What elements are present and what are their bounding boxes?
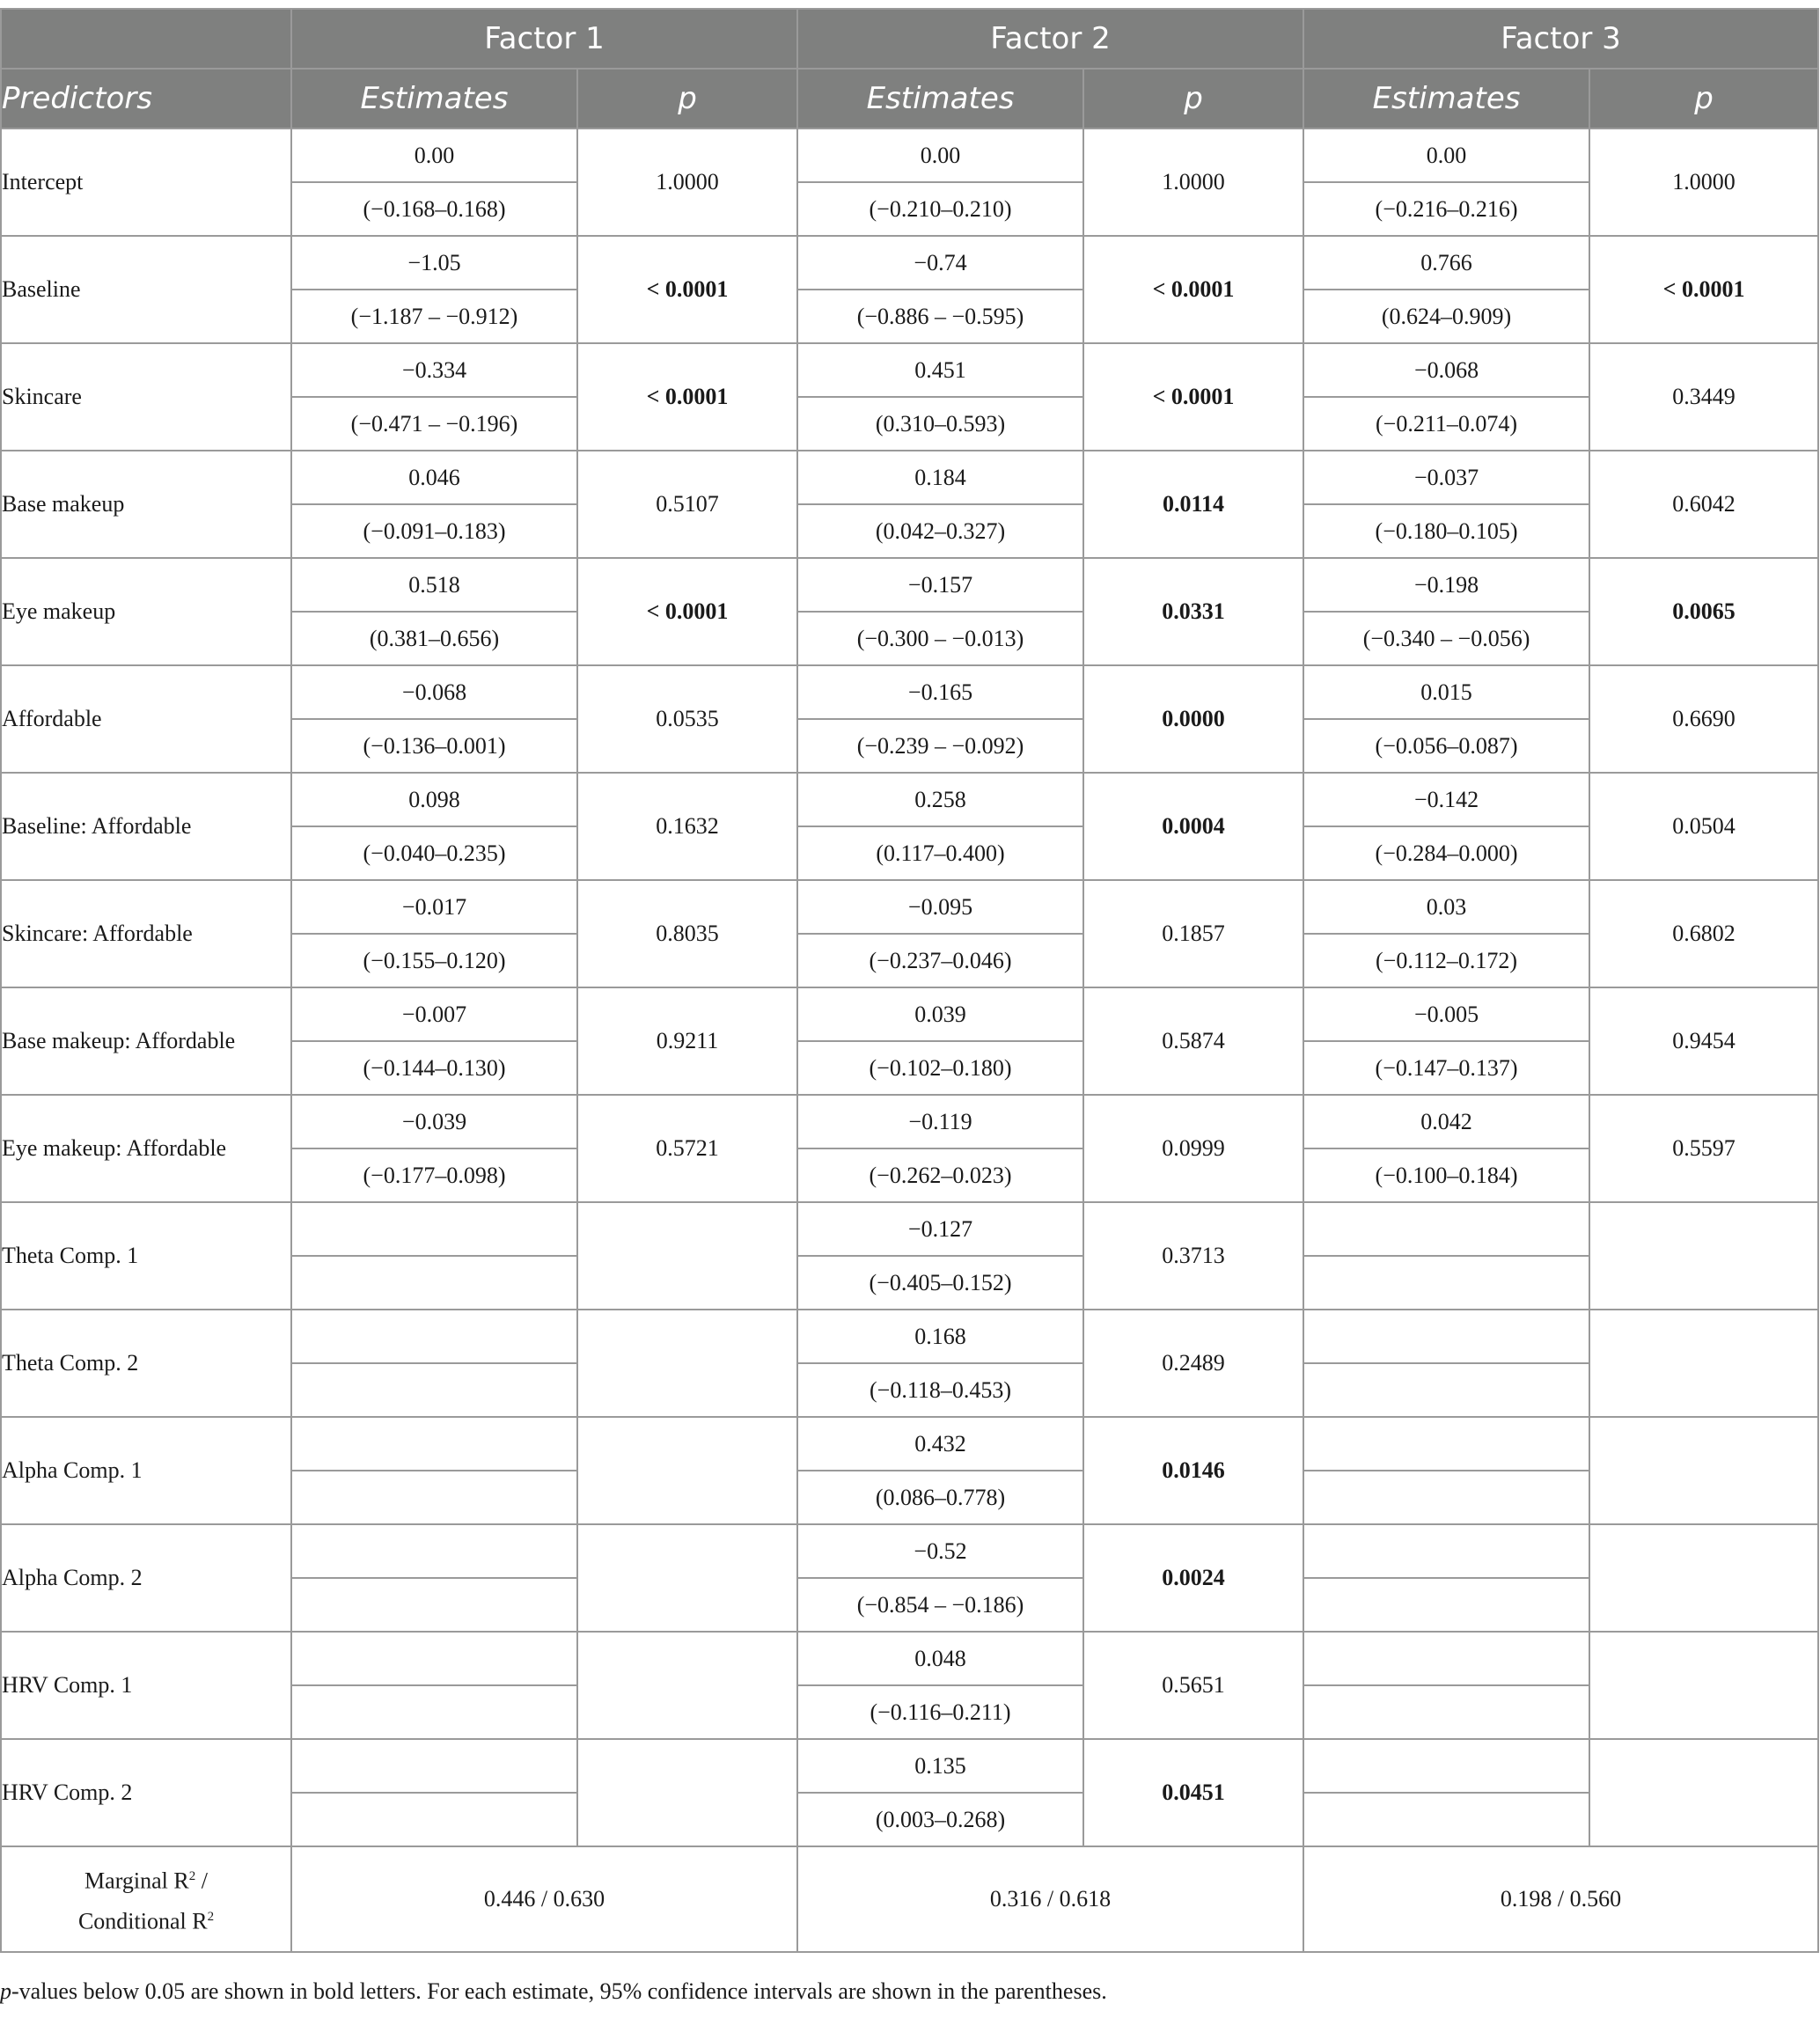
factor-3-ci: (−0.180–0.105): [1303, 504, 1589, 558]
factor-3-ci: (−0.340 – −0.056): [1303, 612, 1589, 665]
factor-2-p-value: < 0.0001: [1083, 343, 1303, 451]
factor-2-ci: (−0.854 – −0.186): [797, 1578, 1083, 1632]
factor-1-ci: (−0.471 – −0.196): [291, 397, 577, 451]
factor-2-estimate: −0.165: [797, 665, 1083, 719]
factor-3-estimate: −0.068: [1303, 343, 1589, 397]
predictor-label: HRV Comp. 2: [1, 1739, 291, 1846]
factor-3-empty-ci: [1303, 1793, 1589, 1846]
factor-2-ci: (−0.102–0.180): [797, 1041, 1083, 1095]
factor-3-ci: (−0.112–0.172): [1303, 934, 1589, 987]
factor-3-p-value: 1.0000: [1589, 128, 1818, 236]
table-row: [1, 1202, 1818, 1256]
factor-2-p-value: 0.5651: [1083, 1632, 1303, 1739]
predictor-label: Base makeup: [1, 451, 291, 558]
factor-1-estimate: −1.05: [291, 236, 577, 290]
factor-1-ci: (−0.155–0.120): [291, 934, 577, 987]
factor-3-estimate: −0.005: [1303, 987, 1589, 1041]
factor-1-empty-ci: [291, 1685, 577, 1739]
factor-3-empty-p: [1589, 1739, 1818, 1846]
factor-3-p-value: < 0.0001: [1589, 236, 1818, 343]
table-row: [1, 451, 1818, 504]
factor-2-ci: (−0.300 – −0.013): [797, 612, 1083, 665]
factor-3-empty-estimate: [1303, 1310, 1589, 1363]
factor-1-p-value: 0.1632: [577, 773, 797, 880]
factor-2-ci: (−0.886 – −0.595): [797, 290, 1083, 343]
factor-1-ci: (0.381–0.656): [291, 612, 577, 665]
factor-2-ci: (−0.262–0.023): [797, 1148, 1083, 1202]
factor-3-empty-p: [1589, 1632, 1818, 1739]
factor-3-estimate: −0.142: [1303, 773, 1589, 826]
r2-conditional-label: Conditional R: [77, 1908, 208, 1934]
table-footnote: [0, 1978, 1813, 2005]
predictor-label: Eye makeup: [1, 558, 291, 665]
factor-3-p-value: 0.6690: [1589, 665, 1818, 773]
predictor-label: Alpha Comp. 1: [1, 1417, 291, 1524]
factor-2-estimate: 0.432: [797, 1417, 1083, 1471]
factor-3-ci: (−0.211–0.074): [1303, 397, 1589, 451]
factor-2-p-value: 0.0451: [1083, 1739, 1303, 1846]
p-header: p: [577, 69, 797, 128]
predictor-label: Base makeup: Affordable: [1, 987, 291, 1095]
header-blank-cell: [1, 9, 291, 69]
factor-1-p-value: < 0.0001: [577, 343, 797, 451]
table-row: [1, 128, 1818, 182]
predictors-header: Predictors: [1, 69, 291, 128]
factor-1-empty-p: [577, 1417, 797, 1524]
table-row: [1, 558, 1818, 612]
factor-2-estimate: −0.095: [797, 880, 1083, 934]
factor-2-ci: (−0.210–0.210): [797, 182, 1083, 236]
r2-marginal-label: Marginal R: [84, 1868, 189, 1894]
table-row: [1, 773, 1818, 826]
predictor-label: Affordable: [1, 665, 291, 773]
factor-2-p-value: 0.0999: [1083, 1095, 1303, 1202]
factor-2-ci: (−0.239 – −0.092): [797, 719, 1083, 773]
factor-3-estimate: 0.00: [1303, 128, 1589, 182]
factor-2-estimate: 0.039: [797, 987, 1083, 1041]
factor-1-empty-ci: [291, 1471, 577, 1524]
column-header-row: [1, 69, 1818, 128]
factor-2-estimate: 0.135: [797, 1739, 1083, 1793]
factor-1-header: Factor 1: [291, 9, 797, 69]
table-row: [1, 236, 1818, 290]
factor-1-empty-estimate: [291, 1417, 577, 1471]
factor-3-empty-estimate: [1303, 1632, 1589, 1685]
factor-1-estimate: −0.017: [291, 880, 577, 934]
predictor-label: HRV Comp. 1: [1, 1632, 291, 1739]
factor-1-estimate: 0.098: [291, 773, 577, 826]
factor-1-empty-estimate: [291, 1310, 577, 1363]
factor-2-header: Factor 2: [797, 9, 1303, 69]
factor-2-estimate: −0.127: [797, 1202, 1083, 1256]
factor-3-p-value: 0.0504: [1589, 773, 1818, 880]
factor-3-empty-p: [1589, 1524, 1818, 1632]
footnote-text: -values below 0.05 are shown in bold letters. For each estimate, 95% confidence intervals are shown in the parentheses.: [11, 1978, 1107, 2004]
factor-1-estimate: 0.518: [291, 558, 577, 612]
factor-3-empty-ci: [1303, 1256, 1589, 1310]
factor-3-estimate: 0.015: [1303, 665, 1589, 719]
factor-2-estimate: 0.168: [797, 1310, 1083, 1363]
factor-1-empty-ci: [291, 1363, 577, 1417]
p-header: p: [1083, 69, 1303, 128]
factor-2-estimate: 0.451: [797, 343, 1083, 397]
estimates-header: Estimates: [1303, 69, 1589, 128]
factor-3-estimate: −0.198: [1303, 558, 1589, 612]
factor-2-ci: (−0.405–0.152): [797, 1256, 1083, 1310]
factor-2-estimate: −0.119: [797, 1095, 1083, 1148]
factor-3-ci: (−0.056–0.087): [1303, 719, 1589, 773]
factor-2-p-value: 0.3713: [1083, 1202, 1303, 1310]
predictor-label: Theta Comp. 1: [1, 1202, 291, 1310]
factor-1-ci: (−0.168–0.168): [291, 182, 577, 236]
factor-3-ci: (−0.147–0.137): [1303, 1041, 1589, 1095]
factor-1-p-value: < 0.0001: [577, 558, 797, 665]
factor-2-ci: (−0.237–0.046): [797, 934, 1083, 987]
r2-row: [1, 1846, 1818, 1952]
factor-1-p-value: 0.0535: [577, 665, 797, 773]
predictor-label: Baseline: Affordable: [1, 773, 291, 880]
factor-header-row: [1, 9, 1818, 69]
predictor-label: Skincare: Affordable: [1, 880, 291, 987]
factor-3-empty-ci: [1303, 1685, 1589, 1739]
factor-2-p-value: < 0.0001: [1083, 236, 1303, 343]
factor-1-estimate: 0.00: [291, 128, 577, 182]
factor-3-ci: (0.624–0.909): [1303, 290, 1589, 343]
factor-1-estimate: −0.039: [291, 1095, 577, 1148]
factor-3-empty-ci: [1303, 1363, 1589, 1417]
factor-3-estimate: 0.766: [1303, 236, 1589, 290]
factor-1-ci: (−0.144–0.130): [291, 1041, 577, 1095]
factor-2-estimate: 0.184: [797, 451, 1083, 504]
factor-1-p-value: < 0.0001: [577, 236, 797, 343]
factor-3-estimate: 0.042: [1303, 1095, 1589, 1148]
factor-3-ci: (−0.216–0.216): [1303, 182, 1589, 236]
regression-table: [0, 8, 1819, 1953]
factor-3-p-value: 0.3449: [1589, 343, 1818, 451]
factor-3-estimate: −0.037: [1303, 451, 1589, 504]
factor-2-p-value: 0.2489: [1083, 1310, 1303, 1417]
r2-label: [1, 1846, 291, 1952]
predictor-label: Alpha Comp. 2: [1, 1524, 291, 1632]
table-row: [1, 880, 1818, 934]
factor-3-ci: (−0.284–0.000): [1303, 826, 1589, 880]
factor-2-estimate: −0.52: [797, 1524, 1083, 1578]
factor-2-p-value: 0.0114: [1083, 451, 1303, 558]
factor-1-ci: (−0.136–0.001): [291, 719, 577, 773]
table-row: [1, 1417, 1818, 1471]
predictor-label: Intercept: [1, 128, 291, 236]
factor-2-ci: (0.086–0.778): [797, 1471, 1083, 1524]
factor-3-ci: (−0.100–0.184): [1303, 1148, 1589, 1202]
factor-1-empty-p: [577, 1632, 797, 1739]
factor-1-estimate: −0.334: [291, 343, 577, 397]
factor-1-p-value: 0.8035: [577, 880, 797, 987]
factor-2-estimate: 0.00: [797, 128, 1083, 182]
factor-1-empty-ci: [291, 1256, 577, 1310]
factor-3-header: Factor 3: [1303, 9, 1818, 69]
table-row: [1, 1310, 1818, 1363]
factor-3-empty-p: [1589, 1310, 1818, 1417]
factor-1-p-value: 0.5107: [577, 451, 797, 558]
factor-2-ci: (0.042–0.327): [797, 504, 1083, 558]
r2-sup: 2: [207, 1910, 215, 1924]
factor-2-p-value: 0.0000: [1083, 665, 1303, 773]
factor-1-empty-ci: [291, 1578, 577, 1632]
factor-3-p-value: 0.6042: [1589, 451, 1818, 558]
factor-3-p-value: 0.5597: [1589, 1095, 1818, 1202]
factor-2-p-value: 0.0024: [1083, 1524, 1303, 1632]
predictor-label: Baseline: [1, 236, 291, 343]
factor-1-estimate: −0.068: [291, 665, 577, 719]
factor-1-empty-estimate: [291, 1632, 577, 1685]
factor-1-estimate: −0.007: [291, 987, 577, 1041]
factor-1-empty-p: [577, 1524, 797, 1632]
r2-sup: 2: [188, 1869, 196, 1884]
factor-1-empty-estimate: [291, 1524, 577, 1578]
factor-1-estimate: 0.046: [291, 451, 577, 504]
factor-3-empty-p: [1589, 1417, 1818, 1524]
footnote-p: p: [0, 1978, 11, 2004]
estimates-header: Estimates: [291, 69, 577, 128]
factor-3-estimate: 0.03: [1303, 880, 1589, 934]
factor-1-p-value: 0.9211: [577, 987, 797, 1095]
factor-1-p-value: 1.0000: [577, 128, 797, 236]
table-row: [1, 1095, 1818, 1148]
factor-1-empty-p: [577, 1202, 797, 1310]
factor-2-ci: (0.310–0.593): [797, 397, 1083, 451]
factor-1-ci: (−0.091–0.183): [291, 504, 577, 558]
factor-3-p-value: 0.9454: [1589, 987, 1818, 1095]
estimates-header: Estimates: [797, 69, 1083, 128]
factor-1-ci: (−0.040–0.235): [291, 826, 577, 880]
factor-3-empty-estimate: [1303, 1524, 1589, 1578]
r2-value-factor-2: 0.316 / 0.618: [797, 1846, 1303, 1952]
factor-2-ci: (0.117–0.400): [797, 826, 1083, 880]
factor-1-empty-estimate: [291, 1739, 577, 1793]
table-row: [1, 1739, 1818, 1793]
factor-2-estimate: 0.258: [797, 773, 1083, 826]
factor-2-p-value: 0.1857: [1083, 880, 1303, 987]
r2-value-factor-3: 0.198 / 0.560: [1303, 1846, 1818, 1952]
table-row: [1, 343, 1818, 397]
table-row: [1, 1632, 1818, 1685]
r2-separator: /: [195, 1868, 208, 1894]
table-row: [1, 987, 1818, 1041]
factor-2-p-value: 0.5874: [1083, 987, 1303, 1095]
table-body: [1, 128, 1818, 1846]
factor-2-p-value: 1.0000: [1083, 128, 1303, 236]
factor-3-empty-estimate: [1303, 1739, 1589, 1793]
factor-1-ci: (−1.187 – −0.912): [291, 290, 577, 343]
r2-value-factor-1: 0.446 / 0.630: [291, 1846, 797, 1952]
table-row: [1, 665, 1818, 719]
factor-3-empty-ci: [1303, 1471, 1589, 1524]
factor-1-empty-p: [577, 1310, 797, 1417]
factor-3-empty-ci: [1303, 1578, 1589, 1632]
factor-1-ci: (−0.177–0.098): [291, 1148, 577, 1202]
factor-2-p-value: 0.0146: [1083, 1417, 1303, 1524]
factor-1-empty-ci: [291, 1793, 577, 1846]
factor-3-p-value: 0.0065: [1589, 558, 1818, 665]
factor-1-p-value: 0.5721: [577, 1095, 797, 1202]
table-row: [1, 1524, 1818, 1578]
factor-3-p-value: 0.6802: [1589, 880, 1818, 987]
factor-2-estimate: 0.048: [797, 1632, 1083, 1685]
factor-2-ci: (−0.118–0.453): [797, 1363, 1083, 1417]
factor-2-p-value: 0.0004: [1083, 773, 1303, 880]
predictor-label: Theta Comp. 2: [1, 1310, 291, 1417]
factor-2-ci: (0.003–0.268): [797, 1793, 1083, 1846]
factor-3-empty-estimate: [1303, 1202, 1589, 1256]
factor-2-p-value: 0.0331: [1083, 558, 1303, 665]
factor-3-empty-estimate: [1303, 1417, 1589, 1471]
predictor-label: Eye makeup: Affordable: [1, 1095, 291, 1202]
p-header: p: [1589, 69, 1818, 128]
factor-1-empty-estimate: [291, 1202, 577, 1256]
factor-2-estimate: −0.157: [797, 558, 1083, 612]
factor-2-ci: (−0.116–0.211): [797, 1685, 1083, 1739]
factor-2-estimate: −0.74: [797, 236, 1083, 290]
predictor-label: Skincare: [1, 343, 291, 451]
factor-3-empty-p: [1589, 1202, 1818, 1310]
factor-1-empty-p: [577, 1739, 797, 1846]
